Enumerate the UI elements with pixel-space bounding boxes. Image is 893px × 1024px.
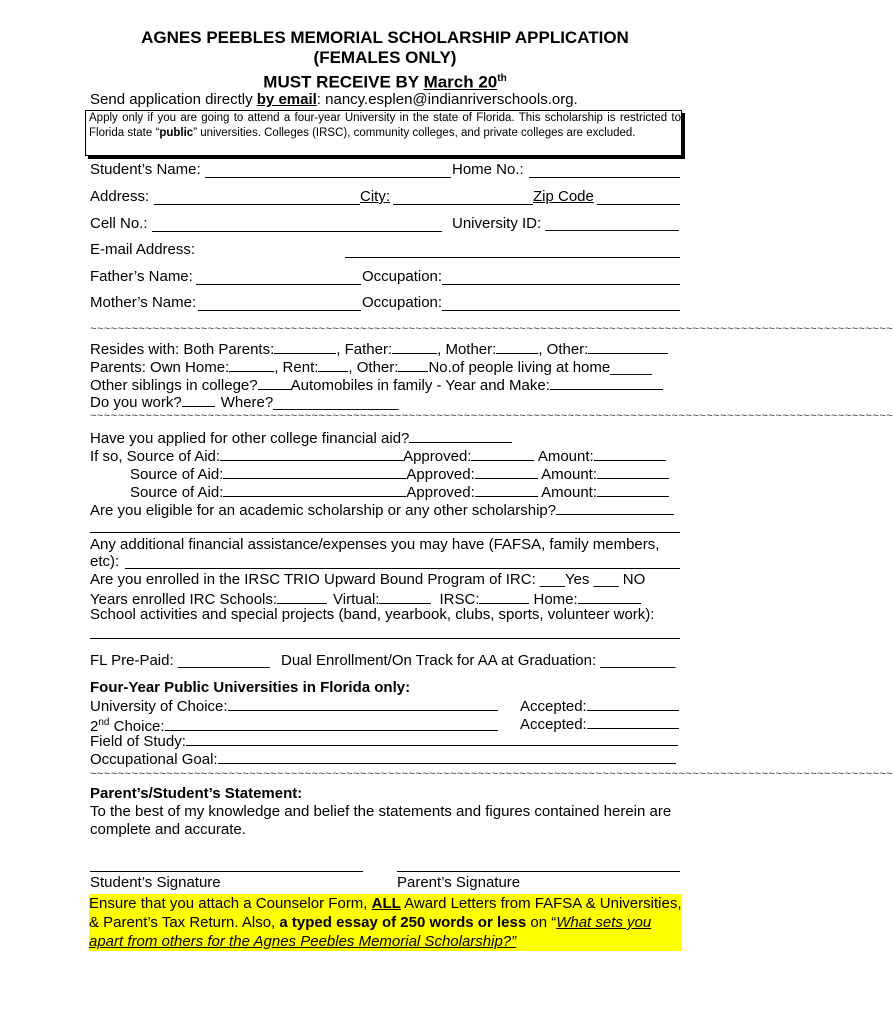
deadline-date: March 20 [423,72,498,92]
parent-signature-line[interactable] [397,871,680,872]
choice-field[interactable] [228,696,498,711]
eligibility-part1: Apply only if you are going to attend a four-year University in the state of Florida. This scholarship is restricted to Florida state “ [89,112,681,139]
work-row [90,392,398,412]
virtual-field[interactable] [379,589,431,604]
notice-quote: What sets you apart from others for the Agnes Peebles Memorial Scholarship?” [89,914,652,950]
choice-label: University of Choice: [90,698,228,715]
father-field[interactable] [392,339,437,354]
second-choice-label: Choice: [109,718,165,735]
approved-label-3: Approved: [406,484,475,501]
eligible-row [90,500,674,520]
fl-prepaid-label: FL Pre-Paid: ___________ [90,652,270,669]
approved-field-1[interactable] [471,446,534,461]
eligibility-box [85,110,682,156]
additional-label: Any additional financial assistance/expenses you may have (FAFSA, family members, [90,536,660,553]
people-at-home-label: No.of people living at home_____ [428,359,652,376]
years-field[interactable] [277,589,327,604]
student-name-field[interactable] [205,177,451,178]
zip-label: Zip Code [533,188,594,205]
amount-field-1[interactable] [594,446,666,461]
resides-label: Resides with: Both Parents: [90,341,275,358]
work-field[interactable] [182,392,215,407]
dual-enrollment-label: Dual Enrollment/On Track for AA at Graduation: _________ [281,652,676,669]
second-choice-field[interactable] [165,716,498,731]
mother-occupation-label: Occupation: [362,294,443,311]
accepted-row-1 [520,696,679,716]
choice-row [90,696,498,716]
accepted-field-1[interactable] [587,696,679,711]
trio-label: Are you enrolled in the IRSC TRIO Upward Bound Program of IRC: ___Yes ___ NO [90,571,646,588]
approved-label-1: Approved: [403,448,472,465]
field-of-study-row [90,731,678,751]
zip-field[interactable] [597,204,680,205]
notice-p1: Ensure that you attach a Counselor Form, [89,895,372,912]
field-of-study-field[interactable] [186,731,678,746]
applied-label: Have you applied for other college financial aid? [90,430,410,447]
statement-text-2: complete and accurate. [90,821,246,838]
divider-1: ~~~~~~~~~~~~~~~~~~~~~~~~~~~~~~~~~~~~~~~~~~~~~~~~~~~~~~~~~~~~~~~~~~~~~~~~~~~~~~~~~~~~~~~~~~~~~~~~~~~~~~~~~~~~~~~~~~~~ [90,323,893,335]
automobiles-label: Automobiles in family - Year and Make: [290,377,550,394]
irsc-field[interactable] [479,589,529,604]
goal-field[interactable] [218,749,676,764]
eligibility-public: public [159,127,194,139]
form-title: AGNES PEEBLES MEMORIAL SCHOLARSHIP APPLICATION [141,28,629,47]
second-num: 2 [90,718,99,735]
city-field[interactable] [393,204,533,205]
other-label: , Other: [538,341,589,358]
deadline-sup: th [497,73,507,84]
accepted-label-1: Accepted: [520,698,587,715]
source-label-3: Source of Aid: [130,484,224,501]
accepted-field-2[interactable] [587,714,679,729]
additional-field[interactable] [125,568,680,569]
goal-label: Occupational Goal: [90,751,218,768]
amount-field-3[interactable] [597,482,669,497]
email-field[interactable] [345,257,680,258]
rent-label: , Rent: [274,359,319,376]
cell-field[interactable] [152,231,442,232]
address-label: Address: [90,188,150,205]
universities-heading: Four-Year Public Universities in Florida only: [90,679,411,696]
mother-label: , Mother: [437,341,497,358]
father-occupation-label: Occupation: [362,268,443,285]
source-field-3[interactable] [223,482,406,497]
notice-essay: a typed essay of 250 words or less [279,914,527,931]
send-instructions [90,91,578,109]
form-subtitle: (FEMALES ONLY) [313,48,457,67]
send-suffix: : nancy.esplen@indianriverschools.org. [316,91,578,108]
parents-home-row [90,357,652,377]
second-sup: nd [98,717,110,728]
amount-field-2[interactable] [597,464,669,479]
own-home-field[interactable] [229,357,274,372]
automobiles-field[interactable] [550,375,663,390]
attachments-notice [89,894,682,951]
home-no-field[interactable] [529,177,680,178]
cell-label: Cell No.: [90,215,148,232]
work-label: Do you work? [90,394,182,411]
eligible-label: Are you eligible for an academic scholarship or any other scholarship? [90,502,557,519]
deadline [0,69,770,93]
parent-signature-label: Parent’s Signature [397,874,521,891]
irsc-label: IRSC: [439,591,480,608]
eligibility-part2: ” universities. Colleges (IRSC), community colleges, and private colleges are excluded. [193,127,636,139]
approved-field-2[interactable] [475,464,538,479]
student-signature-label: Student’s Signature [90,874,221,891]
source-label-2: Source of Aid: [130,466,224,483]
mother-name-label: Mother’s Name: [90,294,197,311]
statement-heading: Parent’s/Student’s Statement: [90,785,303,802]
notice-line-1 [89,894,682,951]
field-of-study-label: Field of Study: [90,733,186,750]
etc-label: etc): [90,553,120,570]
home-label: Home: [533,591,578,608]
email-label: E-mail Address: [90,241,196,258]
university-id-label: University ID: ________________ [452,215,679,232]
notice-p3: & Parent’s Tax Return. Also, [89,914,280,931]
own-home-label: Parents: Own Home: [90,359,230,376]
mother-field[interactable] [496,339,538,354]
notice-p4: on “ [526,914,557,931]
eligibility-text [89,111,681,141]
notice-p2: Award Letters from FAFSA & Universities, [400,895,682,912]
other2-field[interactable] [398,357,428,372]
siblings-label: Other siblings in college? [90,377,258,394]
father-label: , Father: [336,341,393,358]
send-prefix: Send application directly [90,91,257,108]
home-no-label: Home No.: [452,161,524,178]
other2-label: , Other: [348,359,399,376]
by-email: by email [256,91,317,108]
source-field-1[interactable] [220,446,403,461]
student-name-label: Student’s Name: [90,161,201,178]
city-label: City: [360,188,390,205]
approved-label-2: Approved: [406,466,475,483]
statement-text-1: To the best of my knowledge and belief the statements and figures contained herein are [90,803,672,820]
aid-row-2 [130,464,669,484]
home-field[interactable] [578,589,641,604]
source-field-2[interactable] [223,464,406,479]
amount-label-3: Amount: [541,484,598,501]
eligible-field-line2[interactable] [90,532,680,533]
divider-2: ~~~~~~~~~~~~~~~~~~~~~~~~~~~~~~~~~~~~~~~~~~~~~~~~~~~~~~~~~~~~~~~~~~~~~~~~~~~~~~~~~~~~~~~~~~~~~~~~~~~~~~~~~~~~~~~~~~~~ [90,410,893,422]
if-so-label: If so, Source of Aid: [90,448,221,465]
resides-row [90,339,668,359]
father-name-label: Father’s Name: [90,268,193,285]
aid-row-3 [130,482,669,502]
eligible-field[interactable] [556,500,674,515]
applied-field[interactable] [409,428,512,443]
activities-label: School activities and special projects (band, yearbook, clubs, sports, volunteer work): [90,606,655,623]
aid-row-1 [90,446,666,466]
both-parents-field[interactable] [274,339,336,354]
notice-all: ALL [371,895,401,912]
mother-occupation-field[interactable] [442,310,680,311]
amount-label-1: Amount: [537,448,594,465]
divider-3: ~~~~~~~~~~~~~~~~~~~~~~~~~~~~~~~~~~~~~~~~~~~~~~~~~~~~~~~~~~~~~~~~~~~~~~~~~~~~~~~~~~~~~~~~~~~~~~~~~~~~~~~~~~~~~~~~~~~~ [90,768,893,780]
student-signature-line[interactable] [90,871,363,872]
mother-name-field[interactable] [198,310,361,311]
activities-field[interactable] [90,638,680,639]
address-field[interactable] [154,204,360,205]
rent-field[interactable] [318,357,348,372]
other-field[interactable] [588,339,668,354]
accepted-label-2: Accepted: [520,716,587,733]
father-occupation-field[interactable] [442,284,680,285]
where-label: Where?_______________ [220,394,399,411]
deadline-prefix: MUST RECEIVE BY [263,72,424,92]
amount-label-2: Amount: [541,466,598,483]
years-label: Years enrolled IRC Schools: [90,591,278,608]
applied-row [90,428,512,448]
goal-row [90,749,676,769]
virtual-label: Virtual: [333,591,380,608]
approved-field-3[interactable] [475,482,538,497]
siblings-field[interactable] [258,375,291,390]
father-name-field[interactable] [196,284,361,285]
